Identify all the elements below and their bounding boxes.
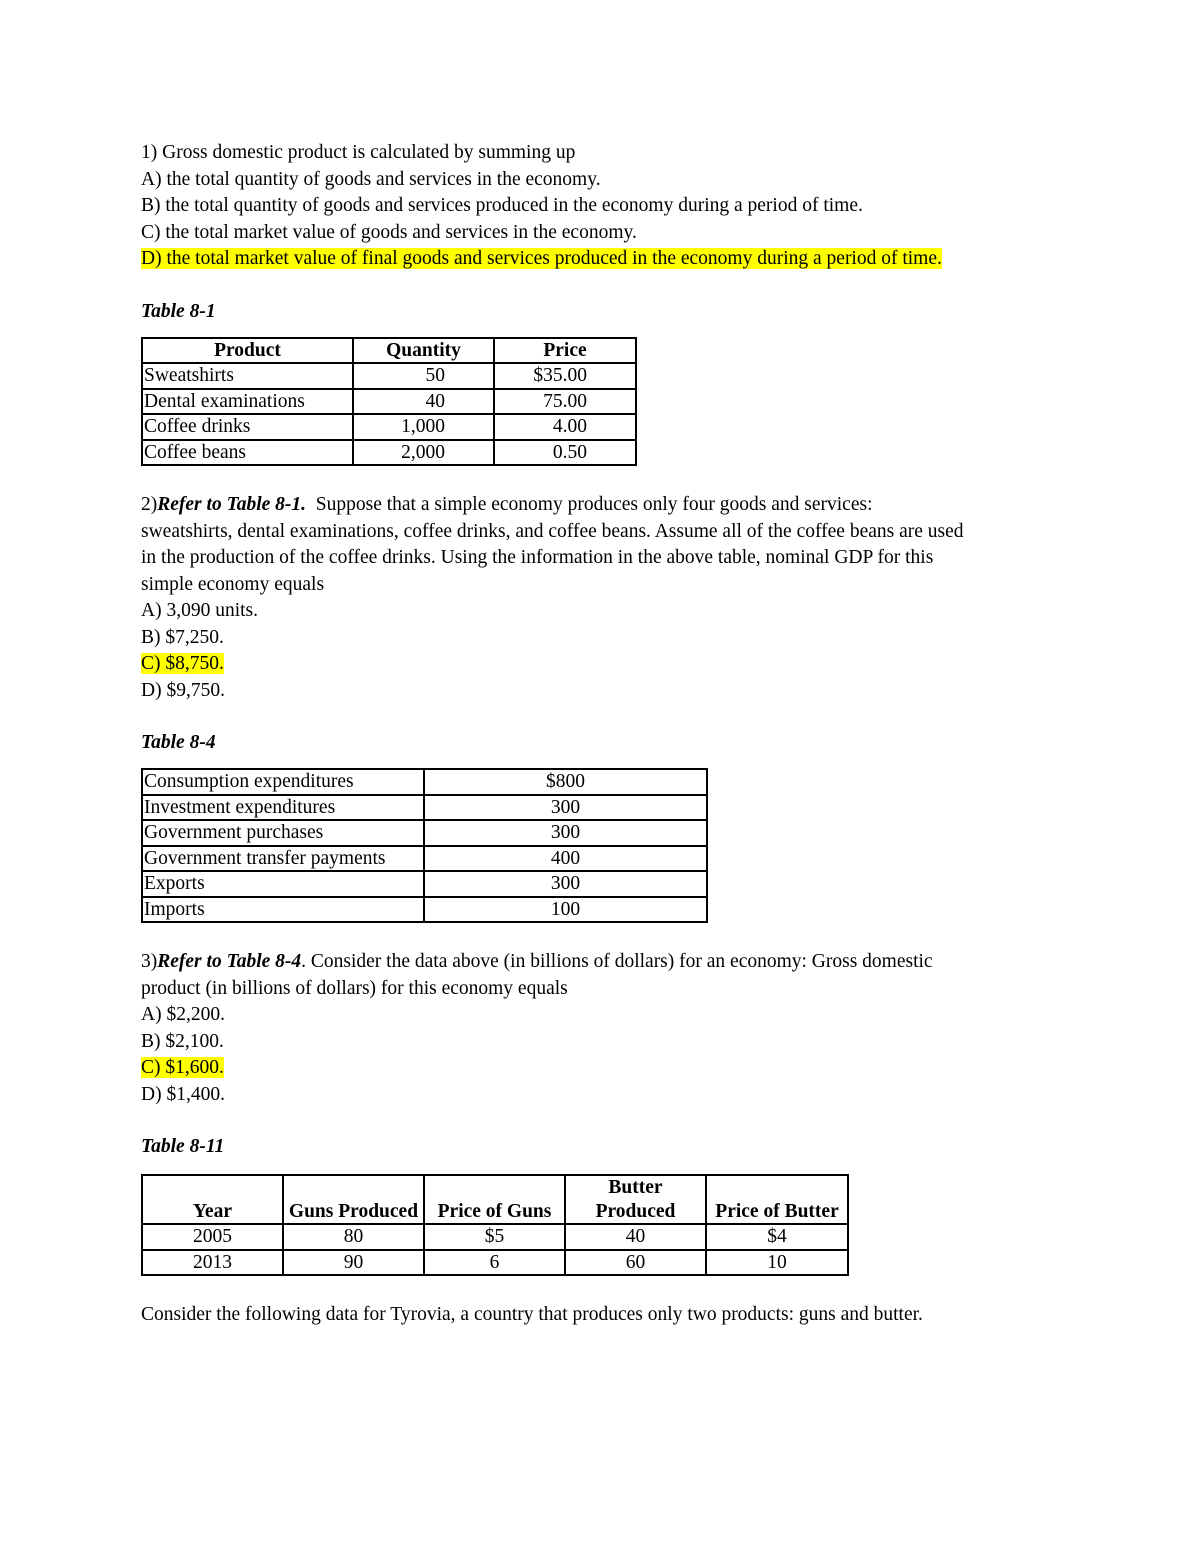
table-row	[142, 363, 636, 389]
question-1	[141, 140, 1061, 273]
table-cell: $5	[424, 1224, 565, 1250]
question-2-stem-line-1: 2)Refer to Table 8-1. Suppose that a simple economy produces only four goods and services:	[141, 494, 873, 515]
table-header-row	[142, 338, 636, 364]
table-8-1-caption: Table 8-1	[141, 300, 216, 322]
question-3-option-c: C) $1,600.	[141, 1057, 224, 1078]
column-header: Butter Produced	[565, 1175, 706, 1224]
table-cell: Investment expenditures	[142, 795, 424, 821]
question-1-stem: 1) Gross domestic product is calculated by summing up	[141, 142, 576, 163]
table-cell: 50	[353, 363, 494, 389]
table-cell: 100	[424, 897, 707, 923]
question-2-option-c: C) $8,750.	[141, 653, 224, 674]
table-cell: 80	[283, 1224, 424, 1250]
table-cell: Imports	[142, 897, 424, 923]
table-cell: $4	[706, 1224, 848, 1250]
question-3-option-d: D) $1,400.	[141, 1083, 225, 1105]
table-cell: 2,000	[353, 440, 494, 466]
question-3-stem-line-1: 3)Refer to Table 8-4. Consider the data above (in billions of dollars) for an economy: Gross domestic	[141, 951, 933, 972]
question-3	[141, 949, 1061, 1108]
question-2-option-a: A) 3,090 units.	[141, 600, 258, 621]
column-header: Price of Guns	[424, 1175, 565, 1224]
table-cell: 4.00	[494, 414, 636, 440]
table-row	[142, 820, 707, 846]
table-cell: 1,000	[353, 414, 494, 440]
table-cell: Coffee beans	[142, 440, 353, 466]
table-cell: 10	[706, 1250, 848, 1276]
table-cell: 2013	[142, 1250, 283, 1276]
question-2-stem-line-3: in the production of the coffee drinks. Using the information in the above table, nominal GDP for this	[141, 547, 934, 568]
table-cell: $800	[424, 769, 707, 795]
table-cell: 60	[565, 1250, 706, 1276]
table-cell: 400	[424, 846, 707, 872]
table-cell: 2005	[142, 1224, 283, 1250]
table-cell: Sweatshirts	[142, 363, 353, 389]
table-reference: Refer to Table 8-4	[157, 951, 302, 972]
table-row	[142, 1224, 848, 1250]
question-1-option-d: D) the total market value of final goods and services produced in the economy during a period of time.	[141, 248, 942, 269]
question-1-option-c: C) the total market value of goods and services in the economy.	[141, 221, 637, 243]
column-header: Price	[494, 338, 636, 364]
table-cell: Dental examinations	[142, 389, 353, 415]
table-cell: 90	[283, 1250, 424, 1276]
table-cell: Coffee drinks	[142, 414, 353, 440]
question-2-stem-line-4: simple economy equals	[141, 573, 325, 595]
table-cell: Government transfer payments	[142, 846, 424, 872]
table-8-11	[141, 1174, 849, 1276]
table-cell: 0.50	[494, 440, 636, 466]
table-row	[142, 795, 707, 821]
table-row	[142, 769, 707, 795]
table-cell: 40	[565, 1224, 706, 1250]
table-row	[142, 389, 636, 415]
closing-paragraph: Consider the following data for Tyrovia, a country that produces only two products: guns and butter.	[141, 1304, 923, 1325]
question-3-option-b: B) $2,100.	[141, 1030, 224, 1052]
table-cell: 40	[353, 389, 494, 415]
table-header-row	[142, 1175, 848, 1224]
table-row	[142, 897, 707, 923]
table-cell: 75.00	[494, 389, 636, 415]
table-cell: Consumption expenditures	[142, 769, 424, 795]
table-cell: 300	[424, 795, 707, 821]
table-cell: 300	[424, 820, 707, 846]
column-header: Price of Butter	[706, 1175, 848, 1224]
table-8-4	[141, 768, 708, 923]
question-1-option-a: A) the total quantity of goods and services in the economy.	[141, 168, 601, 190]
question-2-stem-line-2: sweatshirts, dental examinations, coffee drinks, and coffee beans. Assume all of the coffee beans are used	[141, 520, 964, 542]
question-2-option-d: D) $9,750.	[141, 679, 225, 701]
question-2	[141, 492, 1061, 704]
column-header: Year	[142, 1175, 283, 1224]
table-8-1	[141, 337, 637, 467]
document-page	[141, 140, 1061, 1329]
table-row	[142, 414, 636, 440]
table-row	[142, 846, 707, 872]
table-row	[142, 440, 636, 466]
table-8-4-caption: Table 8-4	[141, 732, 216, 753]
question-2-option-b: B) $7,250.	[141, 626, 224, 648]
question-3-stem-line-2: product (in billions of dollars) for this economy equals	[141, 977, 568, 999]
column-header: Guns Produced	[283, 1175, 424, 1224]
table-cell: $35.00	[494, 363, 636, 389]
table-cell: Exports	[142, 871, 424, 897]
column-header: Quantity	[353, 338, 494, 364]
table-row	[142, 1250, 848, 1276]
table-cell: 300	[424, 871, 707, 897]
table-8-11-caption: Table 8-11	[141, 1136, 225, 1157]
column-header: Product	[142, 338, 353, 364]
table-cell: Government purchases	[142, 820, 424, 846]
question-1-option-b: B) the total quantity of goods and services produced in the economy during a period of time.	[141, 195, 863, 216]
table-cell: 6	[424, 1250, 565, 1276]
table-row	[142, 871, 707, 897]
table-reference: Refer to Table 8-1.	[157, 494, 307, 515]
question-3-option-a: A) $2,200.	[141, 1004, 225, 1025]
